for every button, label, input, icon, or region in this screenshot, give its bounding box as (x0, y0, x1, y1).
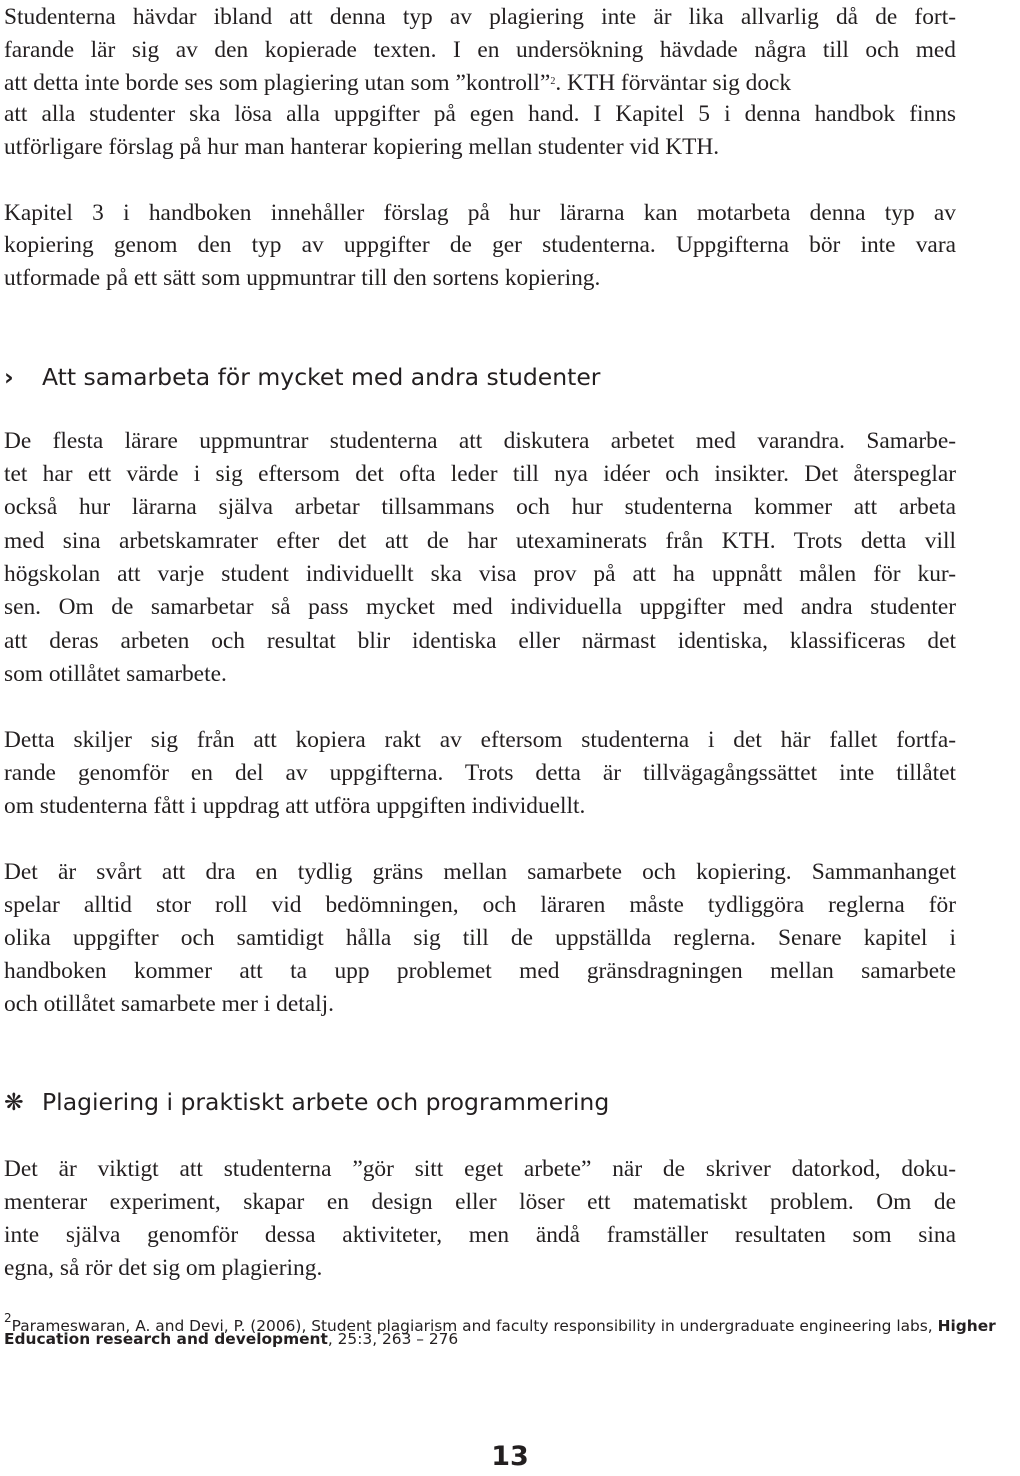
text-line: som otillåtet samarbete. (4, 661, 227, 687)
text-line: med sina arbetskamrater efter det att de har utexaminerats från KTH. Trots detta vill (4, 528, 956, 554)
text-line: Studenterna hävdar ibland att denna typ av plagiering inte är lika allvarlig då de fort- (4, 4, 956, 30)
section-heading (4, 1087, 609, 1117)
text-line: spelar alltid stor roll vid bedömningen, och läraren måste tydliggöra reglerna för (4, 892, 956, 918)
text-line: rande genomför en del av uppgifterna. Trots detta är tillvägagångssättet inte tillåtet (4, 760, 956, 786)
text-line: farande lär sig av den kopierade texten. I en undersökning hävdade några till och med (4, 37, 956, 63)
text-fragment: att detta inte borde ses som plagiering utan som ”kontroll” (4, 70, 551, 96)
text-line: att deras arbeten och resultat blir identiska eller närmast identiska, klassificeras det (4, 628, 956, 654)
asterisk-flower-icon: ❋ (4, 1088, 24, 1116)
text-line: om studenterna fått i uppdrag att utföra uppgiften individuellt. (4, 793, 586, 819)
footnote-journal: Higher (937, 1317, 996, 1335)
text-line: kopiering genom den typ av uppgifter de ger studenterna. Uppgifterna bör inte vara (4, 232, 956, 258)
section-heading (4, 362, 600, 392)
text-line: menterar experiment, skapar en design eller löser ett matematiskt problem. Om de (4, 1189, 956, 1215)
section-heading-text: Plagiering i praktiskt arbete och programmering (42, 1088, 610, 1116)
text-line: utformade på ett sätt som uppmuntrar till den sortens kopiering. (4, 265, 601, 291)
text-line: inte själva genomför dessa aktiviteter, men ändå framställer resultaten som sina (4, 1222, 956, 1248)
text-line: tet har ett värde i sig eftersom det ofta leder till nya idéer och insikter. Det återspeglar (4, 461, 956, 487)
text-line: Detta skiljer sig från att kopiera rakt av eftersom studenterna i det här fallet fortfa- (4, 727, 956, 753)
text-line: Det är viktigt att studenterna ”gör sitt eget arbete” när de skriver datorkod, doku- (4, 1156, 956, 1182)
text-line: utförligare förslag på hur man hanterar kopiering mellan studenter vid KTH. (4, 134, 720, 160)
page-number: 13 (491, 1441, 529, 1472)
footnote-line (4, 1329, 458, 1349)
text-line: olika uppgifter och samtidigt hålla sig till de uppställda reglerna. Senare kapitel i (4, 925, 956, 951)
footnote-text: Parameswaran, A. and Devi, P. (2006), Student plagiarism and faculty responsibility in undergraduate engineering labs, (11, 1317, 938, 1335)
text-line: Det är svårt att dra en tydlig gräns mellan samarbete och kopiering. Sammanhanget (4, 859, 956, 885)
text-line: sen. Om de samarbetar så pass mycket med individuella uppgifter med andra studenter (4, 594, 956, 620)
text-line: att alla studenter ska lösa alla uppgifter på egen hand. I Kapitel 5 i denna handbok finns (4, 101, 956, 127)
text-line (4, 67, 956, 97)
chevron-right-icon: › (4, 363, 14, 391)
footnote-reference: 2 (550, 76, 556, 87)
text-line: egna, så rör det sig om plagiering. (4, 1255, 323, 1281)
text-line: också hur lärarna själva arbetar tillsammans och hur studenterna kommer att arbeta (4, 494, 956, 520)
text-line: och otillåtet samarbete mer i detalj. (4, 991, 334, 1017)
text-fragment: . KTH förväntar sig dock (555, 70, 792, 96)
footnote-line (4, 1308, 996, 1335)
text-line: Kapitel 3 i handboken innehåller förslag på hur lärarna kan motarbeta denna typ av (4, 200, 956, 226)
footnote-marker: 2 (4, 1311, 12, 1325)
text-line: De flesta lärare uppmuntrar studenterna att diskutera arbetet med varandra. Samarbe- (4, 428, 956, 454)
footnote-journal: Education research and development (4, 1330, 328, 1348)
text-line: handboken kommer att ta upp problemet med gränsdragningen mellan samarbete (4, 958, 956, 984)
footnote-text: , 25:3, 263 – 276 (327, 1330, 459, 1348)
text-line: högskolan att varje student individuellt ska visa prov på att ha uppnått målen för kur- (4, 561, 956, 587)
section-heading-text: Att samarbeta för mycket med andra studenter (42, 363, 601, 391)
